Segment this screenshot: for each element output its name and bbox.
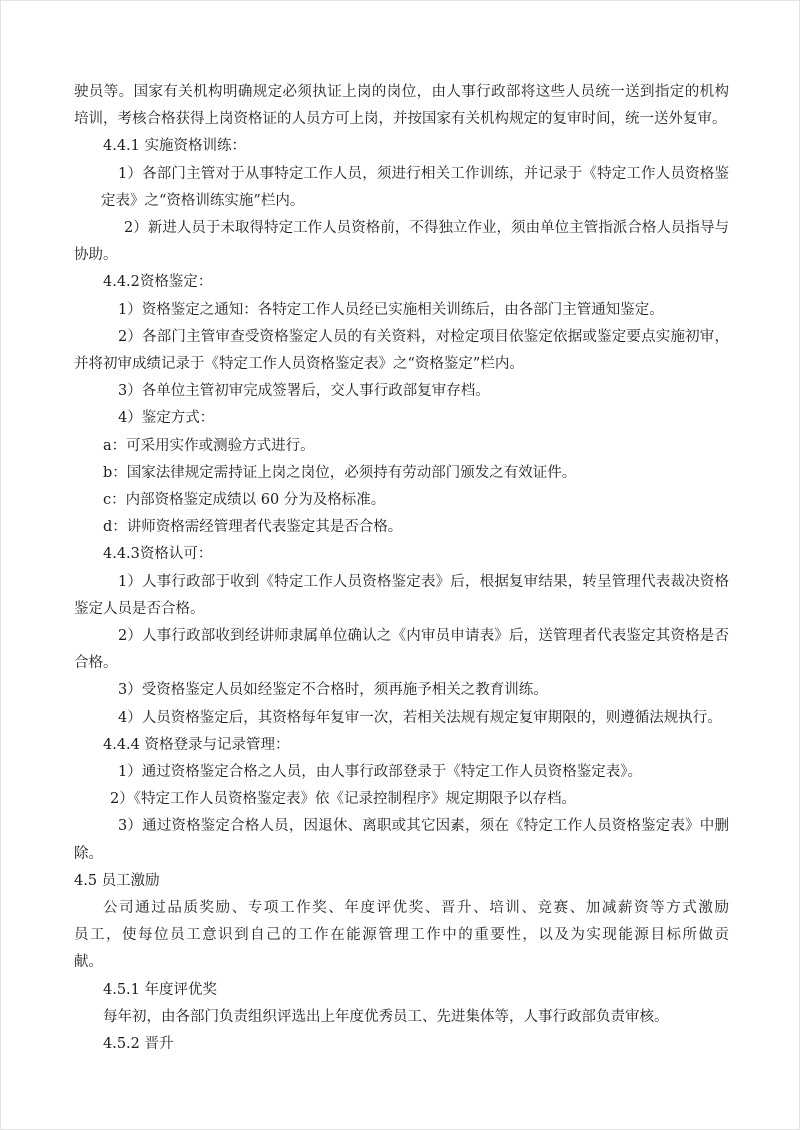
text-line: 4.5.1 年度评优奖 xyxy=(103,981,218,998)
text-line: 3）受资格鉴定人员如经鉴定不合格时，须再施予相关之教育训练。 xyxy=(118,682,548,699)
text-line: 1）人事行政部于收到《特定工作人员资格鉴定表》后，根据复审结果，转呈管理代表裁决资格 xyxy=(118,573,729,590)
text-line: 2）各部门主管审查受资格鉴定人员的有关资料，对检定项目依鉴定依据或鉴定要点实施初审， xyxy=(118,328,729,345)
text-line: 除。 xyxy=(74,845,103,862)
text-line: 培训，考核合格获得上岗资格证的人员方可上岗，并按国家有关机构规定的复审时间，统一送外复审。 xyxy=(74,111,727,128)
text-line: 4）人员资格鉴定后，其资格每年复审一次，若相关法规有规定复审期限的，则遵循法规执行。 xyxy=(118,709,722,726)
text-line: d：讲师资格需经管理者代表鉴定其是否合格。 xyxy=(103,519,403,536)
text-line: c：内部资格鉴定成绩以 60 分为及格标准。 xyxy=(103,491,386,508)
text-line: 1）资格鉴定之通知：各特定工作人员经已实施相关训练后，由各部门主管通知鉴定。 xyxy=(118,301,664,318)
text-line: 3）各单位主管初审完成签署后，交人事行政部复审存档。 xyxy=(118,383,490,400)
text-line: 3）通过资格鉴定合格人员，因退休、离职或其它因素，须在《特定工作人员资格鉴定表》中删 xyxy=(118,818,729,835)
text-line: 并将初审成绩记录于《特定工作人员资格鉴定表》之“资格鉴定”栏内。 xyxy=(74,355,524,372)
text-line: 员工，使每位员工意识到自己的工作在能源管理工作中的重要性，以及为实现能源目标所做贡 xyxy=(74,927,729,944)
text-line: 公司通过品质奖励、专项工作奖、年度评优奖、晋升、培训、竞赛、加减薪资等方式激励 xyxy=(103,899,729,916)
text-line: 4.5 员工激励 xyxy=(74,872,160,889)
text-line: 1）各部门主管对于从事特定工作人员，须进行相关工作训练，并记录于《特定工作人员资格鉴 xyxy=(118,165,729,182)
text-line: 2）人事行政部收到经讲师隶属单位确认之《内审员申请表》后，送管理者代表鉴定其资格是否 xyxy=(118,627,729,644)
text-line: 合格。 xyxy=(74,655,118,672)
text-line: 协助。 xyxy=(74,247,118,264)
text-line: 驶员等。国家有关机构明确规定必须执证上岗的岗位，由人事行政部将这些人员统一送到指定的机构 xyxy=(74,84,729,100)
text-line: 1）通过资格鉴定合格之人员，由人事行政部登录于《特定工作人员资格鉴定表》。 xyxy=(118,763,642,780)
text-line: a：可采用实作或测验方式进行。 xyxy=(103,437,315,454)
document-body xyxy=(74,79,729,1058)
text-line: 2）新进人员于未取得特定工作人员资格前，不得独立作业，须由单位主管指派合格人员指导与 xyxy=(124,219,729,236)
text-line: 4.4.3资格认可： xyxy=(103,546,213,563)
text-line: 4.4.4 资格登录与记录管理： xyxy=(103,736,290,753)
text-line: 鉴定人员是否合格。 xyxy=(74,600,205,617)
text-line: 献。 xyxy=(74,954,103,971)
text-line: 4.4.1 实施资格训练： xyxy=(103,138,247,155)
text-line: 4.4.2资格鉴定： xyxy=(103,274,213,291)
text-line: 定表》之“资格训练实施”栏内。 xyxy=(101,192,305,209)
text-line: b：国家法律规定需持证上岗之岗位，必须持有劳动部门颁发之有效证件。 xyxy=(103,464,577,481)
text-line: 每年初，由各部门负责组织评选出上年度优秀员工、先进集体等，人事行政部负责审核。 xyxy=(103,1008,669,1025)
text-line: 2）《特定工作人员资格鉴定表》依《记录控制程序》规定期限予以存档。 xyxy=(110,791,576,808)
text-line: 4）鉴定方式： xyxy=(118,410,215,427)
text-line: 4.5.2 晋升 xyxy=(103,1035,174,1052)
